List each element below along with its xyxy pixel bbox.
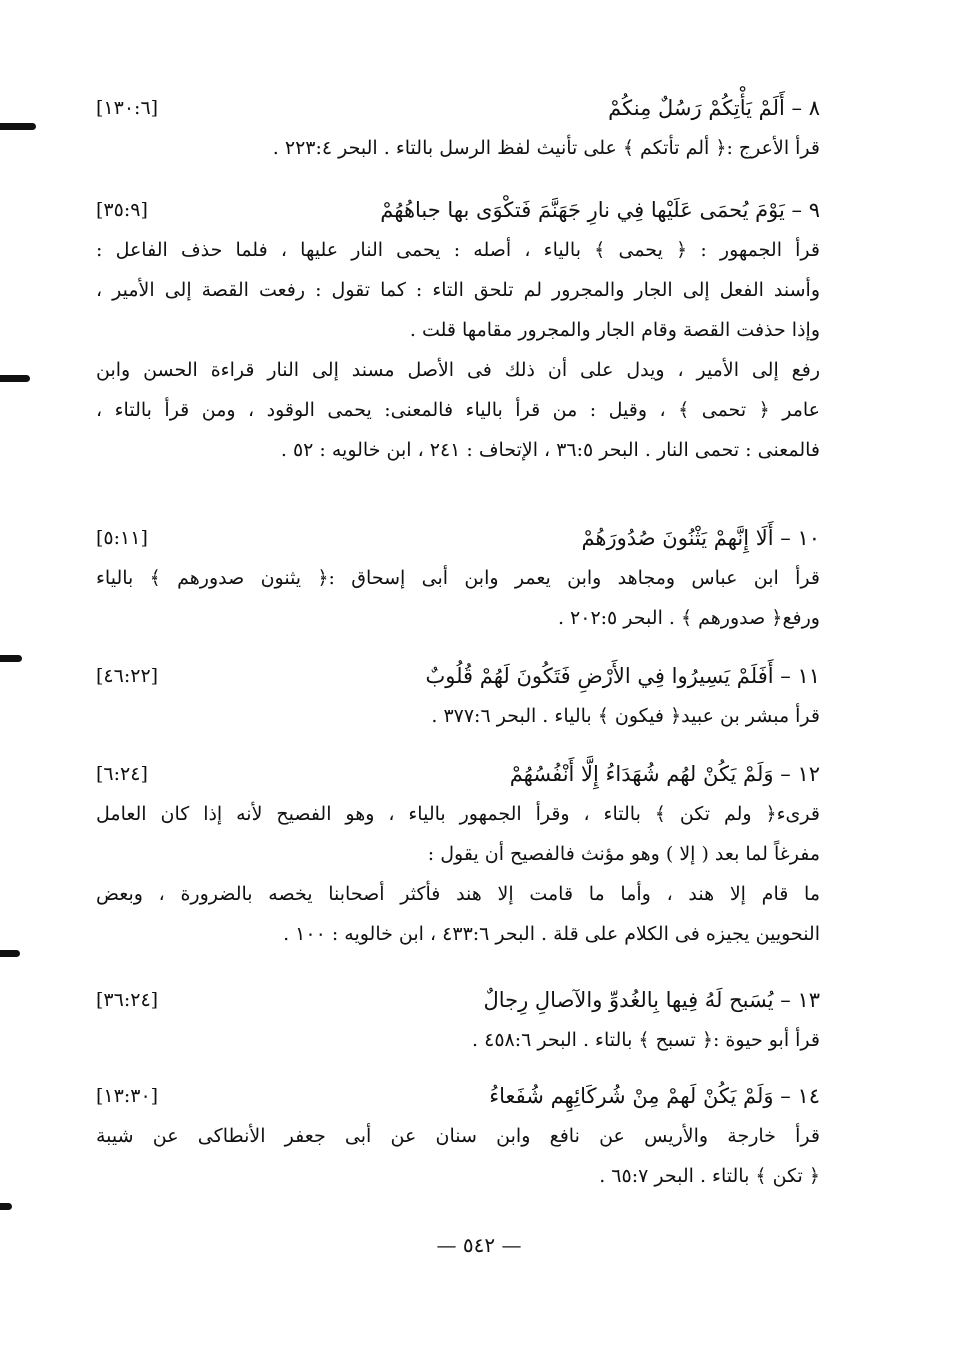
commentary-line: قرأ ابن عباس ومجاهد وابن يعمر وابن أبى إسحاق :﴿ يثنون صدورهم ﴾ بالياء bbox=[96, 567, 820, 589]
verse-reference: [٤٦:٢٢] bbox=[96, 665, 159, 687]
margin-mark bbox=[0, 123, 36, 130]
verse-line bbox=[96, 656, 820, 696]
verse-text: ١١ – أَفَلَمْ يَسِيرُوا فِي الأَرْضِ فَتَكُونَ لَهُمْ قُلُوبٌ bbox=[425, 664, 820, 688]
verse-line bbox=[96, 190, 820, 230]
page-number: — ٥٤٢ — bbox=[436, 1233, 522, 1257]
margin-mark bbox=[0, 950, 20, 957]
verse-reference: [١٣:٣٠] bbox=[96, 1085, 159, 1107]
entry-12 bbox=[96, 754, 820, 954]
verse-reference: [٣٦:٢٤] bbox=[96, 989, 159, 1011]
verse-line bbox=[96, 1076, 820, 1116]
commentary-line: وإذا حذفت القصة وقام الجار والمجرور مقامها قلت . bbox=[409, 319, 820, 341]
entry-11 bbox=[96, 656, 820, 736]
verse-text: ١٣ – يُسَبح لَهُ فِيها بِالغُدوِّ والآصالِ رِجالٌ bbox=[483, 988, 820, 1012]
commentary-line: وأسند الفعل إلى الجار والمجرور لم تلحق التاء : كما تقول : رفعت القصة إلى الأمير ، bbox=[96, 279, 820, 301]
commentary-line: قرأ خارجة والأريس عن نافع وابن سنان عن أبى جعفر الأنطاكى عن شيبة bbox=[96, 1125, 820, 1147]
verse-text: ١٤ – وَلَمْ يَكُنْ لَهمْ مِنْ شُركَائِهِم شُفَعاءُ bbox=[489, 1084, 820, 1108]
verse-reference: [١٣٠:٦] bbox=[96, 97, 159, 119]
entry-10 bbox=[96, 518, 820, 638]
commentary-line: ورفع﴿ صدورهم ﴾ . البحر ٢٠٢:٥ . bbox=[557, 607, 820, 629]
verse-reference: [٦:٢٤] bbox=[96, 763, 148, 785]
verse-text: ١٠ – أَلَا إِنَّهمْ يَثْنُونَ صُدُورَهُمْ bbox=[581, 526, 820, 550]
verse-text: ١٢ – وَلَمْ يَكُنْ لهُم شُهَدَاءُ إِلَّا أَنْفُسُهُمْ bbox=[509, 762, 820, 786]
entry-13 bbox=[96, 980, 820, 1060]
commentary-line: قرىء﴿ ولم تكن ﴾ بالتاء ، وقرأ الجمهور بالياء ، وهو الفصيح لأنه إذا كان العامل bbox=[96, 803, 820, 825]
verse-reference: [٣٥:٩] bbox=[96, 199, 148, 221]
commentary-line: ﴿ تكن ﴾ بالتاء . البحر ٦٥:٧ . bbox=[599, 1165, 820, 1187]
verse-text: ٩ – يَوْمَ يُحمَى عَلَيْها فِي نارِ جَهَنَّمَ فَتكْوَى بها جباهُهُمْ bbox=[380, 198, 820, 222]
commentary-line: النحويين يجيزه فى الكلام على قلة . البحر ٤٣٣:٦ ، ابن خالويه : ١٠٠ . bbox=[283, 923, 820, 945]
commentary-line: فالمعنى : تحمى النار . البحر ٣٦:٥ ، الإتحاف : ٢٤١ ، ابن خالويه : ٥٢ . bbox=[280, 439, 820, 461]
commentary-line: قرأ أبو حيوة :﴿ تسبح ﴾ بالتاء . البحر ٤٥٨:٦ . bbox=[472, 1029, 820, 1051]
entry-8 bbox=[96, 88, 820, 168]
commentary-line: ما قام إلا هند ، وأما ما قامت إلا هند فأكثر أصحابنا يخصه بالضرورة ، وبعض bbox=[96, 883, 820, 905]
margin-mark bbox=[0, 1203, 12, 1210]
verse-line bbox=[96, 518, 820, 558]
commentary-line: رفع إلى الأمير ، ويدل على أن ذلك فى الأصل مسند إلى النار قراءة الحسن وابن bbox=[96, 359, 820, 381]
verse-line bbox=[96, 88, 820, 128]
verse-reference: [٥:١١] bbox=[96, 527, 148, 549]
verse-line bbox=[96, 754, 820, 794]
commentary-line: قرأ الجمهور : ﴿ يحمى ﴾ بالياء ، أصله : يحمى النار عليها ، فلما حذف الفاعل : bbox=[96, 239, 820, 261]
commentary-line: عامر ﴿ تحمى ﴾ ، وقيل : من قرأ بالياء فالمعنى: يحمى الوقود ، ومن قرأ بالتاء ، bbox=[96, 399, 820, 421]
commentary-line: قرأ مبشر بن عبيد﴿ فيكون ﴾ بالياء . البحر ٣٧٧:٦ . bbox=[431, 705, 820, 727]
verse-text: ٨ – أَلَمْ يَأْتِكُمْ رَسُلٌ مِنكُمْ bbox=[608, 96, 820, 120]
commentary-line: مفرغاً لما بعد ( إلا ) وهو مؤنث فالفصيح أن يقول : bbox=[427, 843, 820, 865]
entry-14 bbox=[96, 1076, 820, 1196]
margin-mark bbox=[0, 375, 30, 382]
commentary-line: قرأ الأعرج :﴿ ألم تأتكم ﴾ على تأنيث لفظ الرسل بالتاء . البحر ٢٢٣:٤ . bbox=[272, 137, 820, 159]
entry-9 bbox=[96, 190, 820, 470]
verse-line bbox=[96, 980, 820, 1020]
margin-mark bbox=[0, 655, 22, 662]
